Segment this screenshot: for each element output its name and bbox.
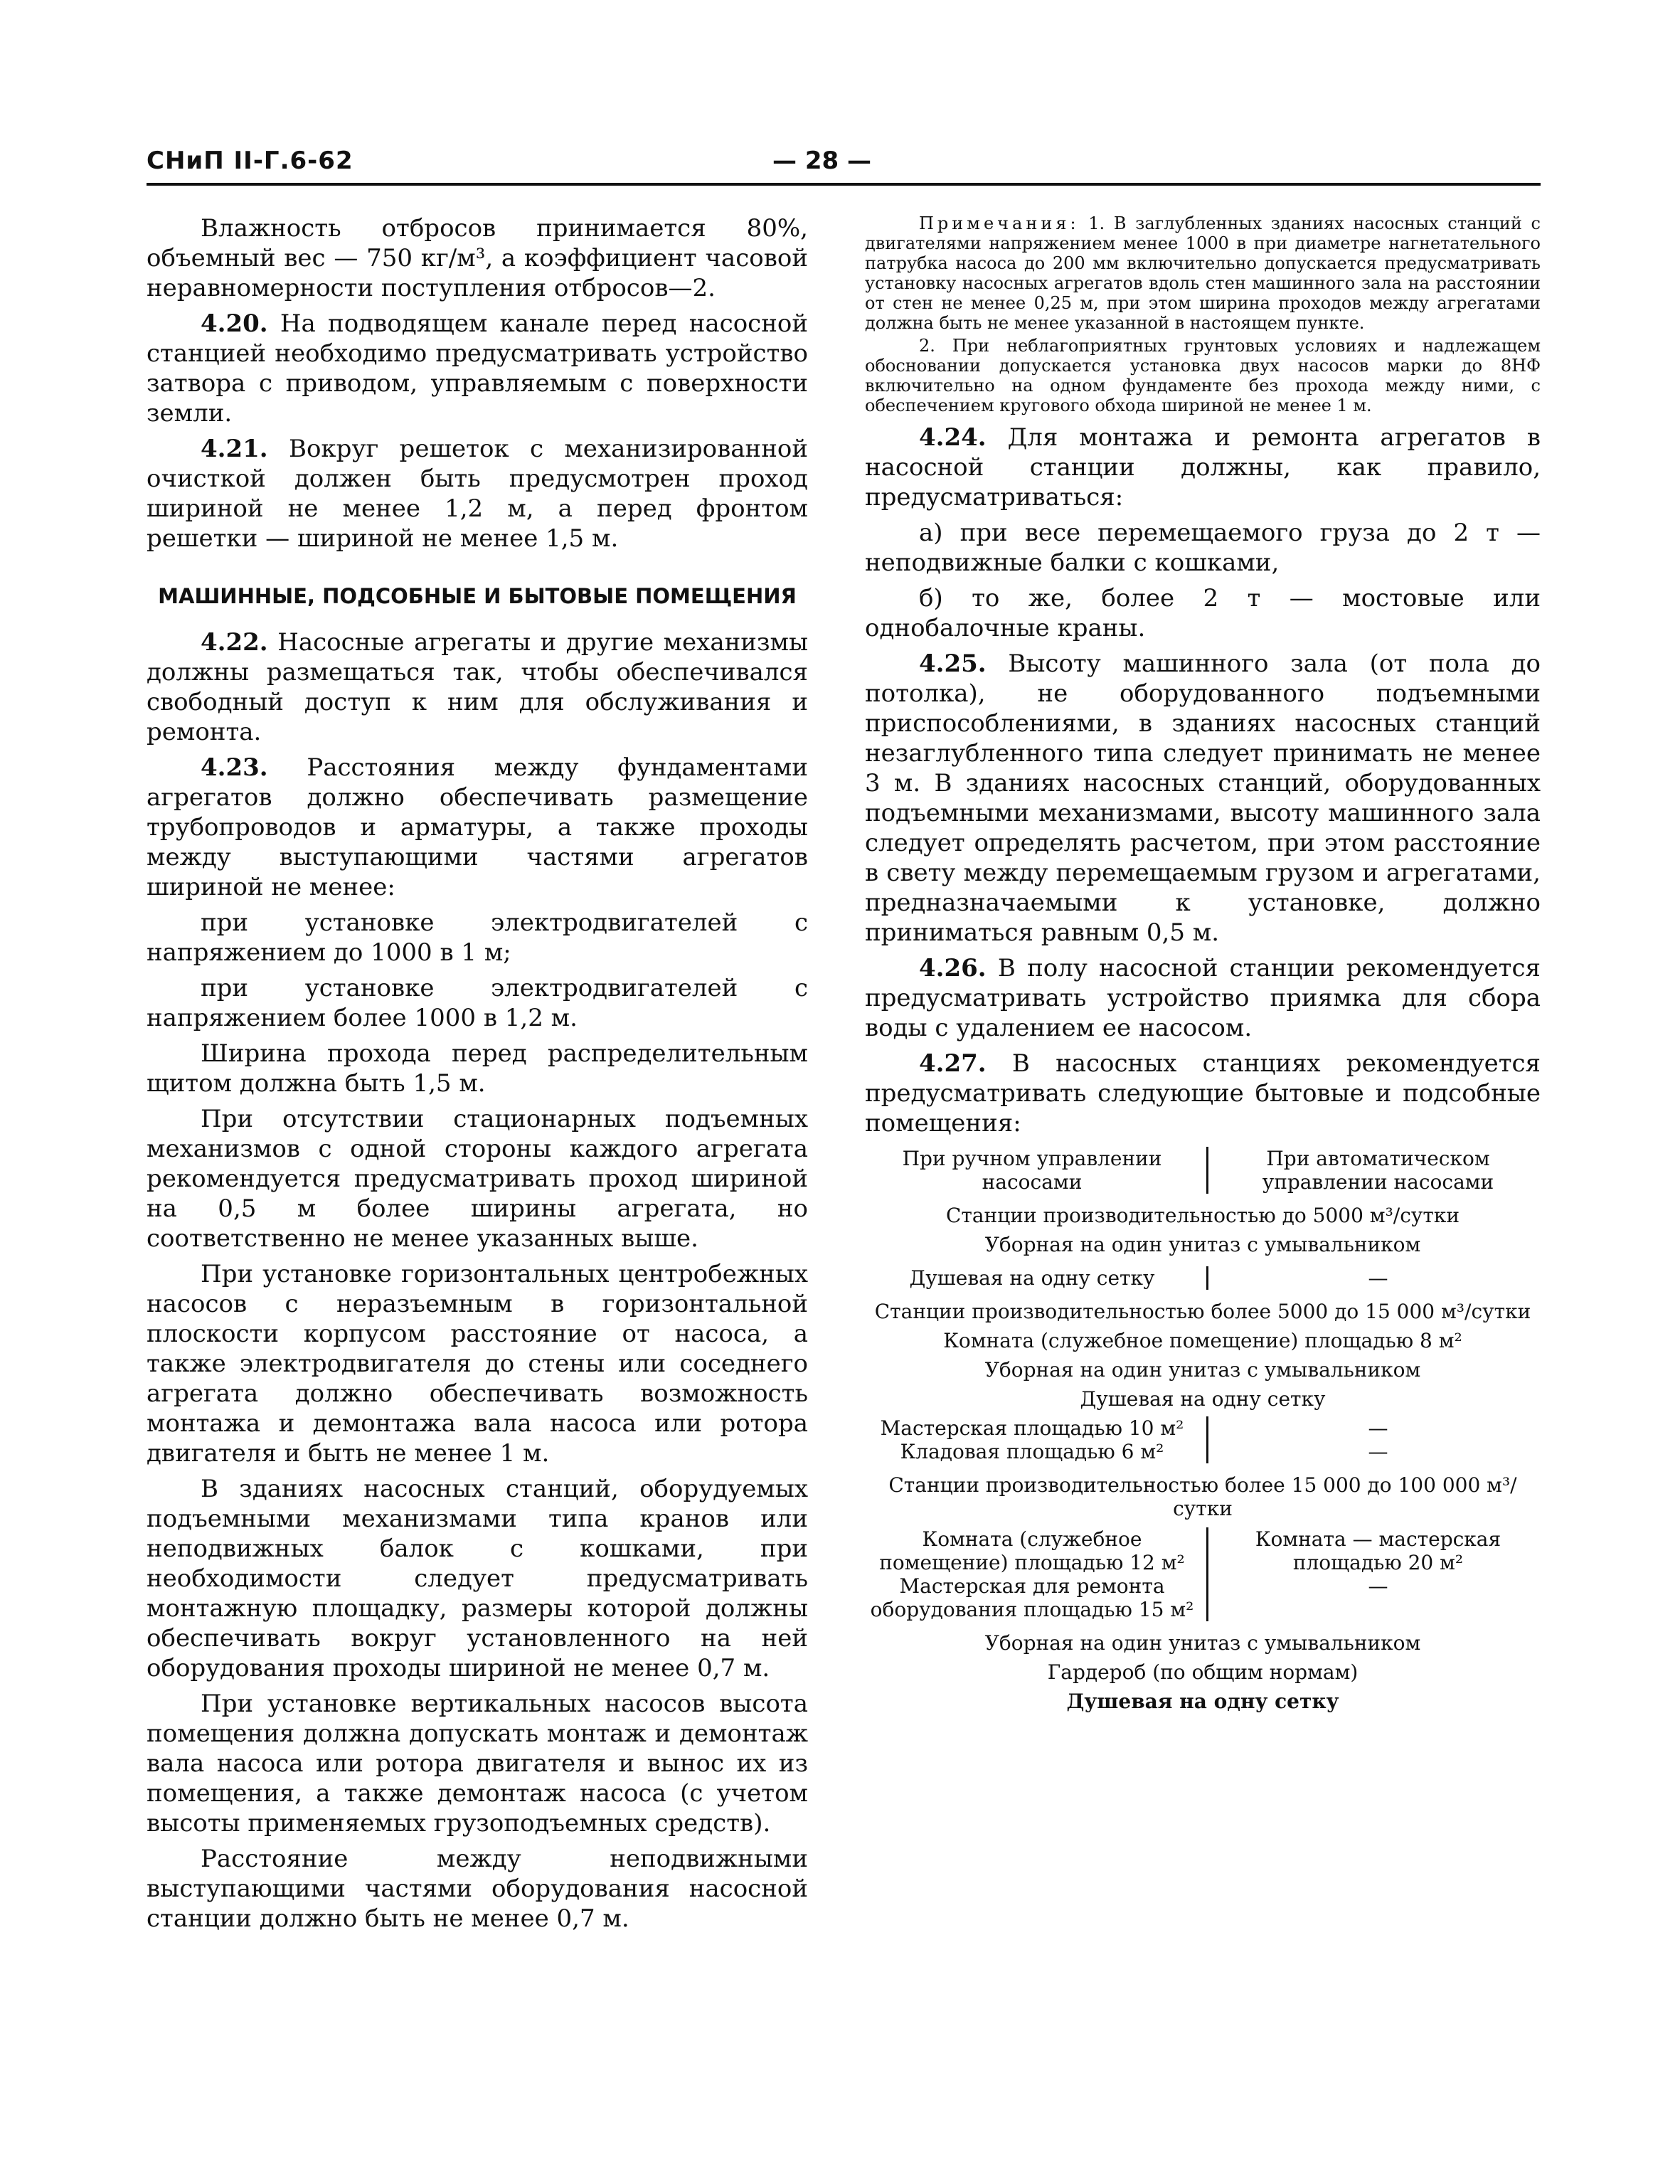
column-header-manual: При ручном управлении насосами [865, 1147, 1208, 1194]
section-title: Станции производительностью более 15 000 до 100 000 м³/сутки [888, 1473, 1517, 1520]
paragraph: При установке горизонтальных центробежных насосов с неразъемным в горизонтальной плоскости корпусом расстояние от насоса, а также электродвигателя до стены или соседнего агрегата должно обеспечивать возможность монтажа и демонтажа вала насоса или ротора двигателя и быть не менее 1 м. [147, 1260, 808, 1468]
section-title: Станции производительностью до 5000 м³/сутки [945, 1204, 1460, 1227]
common-row: Уборная на один унитаз с умывальником [984, 1233, 1421, 1256]
table-section-2 [865, 1300, 1541, 1463]
clause-4-23 [147, 753, 808, 902]
table-row [865, 1440, 1541, 1463]
paragraph: Расстояние между неподвижными выступающими частями оборудования насосной станции должно быть не менее 0,7 м. [147, 1845, 808, 1933]
table-row [865, 1416, 1541, 1440]
left-column [147, 213, 808, 1939]
clause-text: В полу насосной станции рекомендуется предусматривать устройство приямка для сбора воды с удалением ее насосом. [865, 954, 1541, 1042]
note-1 [865, 213, 1541, 333]
paragraph: б) то же, более 2 т — мостовые или однобалочные краны. [865, 584, 1541, 642]
common-row: Гардероб (по общим нормам) [1047, 1660, 1359, 1684]
column-header-automatic: При автоматическом управлении насосами [1262, 1147, 1494, 1194]
clause-number: 4.21. [201, 435, 268, 463]
note-text: 1. В заглубленных зданиях насосных станций с двигателями напряжением менее 1000 в при диаметре нагнетательного патрубка насоса до 200 мм включительно допускается предусматривать установку насосных агрегатов вдоль стен машинного зала на расстоянии от стен не менее 0,25 м, при этом ширина проходов между агрегатами должна быть не менее указанной в настоящем пункте. [865, 213, 1541, 333]
paragraph: Ширина прохода перед распределительным щитом должна быть 1,5 м. [147, 1039, 808, 1098]
clause-4-24 [865, 423, 1541, 512]
common-row: Душевая на одну сетку [1066, 1690, 1339, 1713]
page-number: — 28 — [772, 147, 871, 175]
right-column [865, 213, 1541, 1723]
clause-4-25 [865, 649, 1541, 948]
cell-automatic: Комната — мастерская площадью 20 м² [1255, 1527, 1501, 1574]
cell-automatic: — [1368, 1440, 1388, 1463]
paragraph: При отсутствии стационарных подъемных механизмов с одной стороны каждого агрегата рекомендуется предусматривать проход шириной на 0,5 м более ширины агрегата, но соответственно не менее указанных выше. [147, 1105, 808, 1253]
clause-number: 4.24. [919, 423, 987, 452]
cell-manual: Мастерская площадью 10 м² [865, 1416, 1208, 1440]
clause-4-20 [147, 309, 808, 428]
rooms-table [865, 1147, 1541, 1713]
clause-text: Расстояния между фундаментами агрегатов должно обеспечивать размещение трубопроводов и арматуры, а также проходы между выступающими частями агрегатов шириной не менее: [147, 753, 809, 901]
table-row [865, 1266, 1541, 1290]
paragraph: а) при весе перемещаемого груза до 2 т — неподвижные балки с кошками, [865, 519, 1541, 577]
common-row: Душевая на одну сетку [1080, 1387, 1326, 1411]
table-section-1 [865, 1204, 1541, 1290]
clause-4-26 [865, 953, 1541, 1043]
clause-4-27 [865, 1049, 1541, 1138]
section-title: Станции производительностью более 5000 до 15 000 м³/сутки [874, 1300, 1531, 1323]
table-section-3 [865, 1473, 1541, 1713]
note-2: 2. При неблагоприятных грунтовых условиях и надлежащем обосновании допускается установка двух насосов марки до 8НФ включительно на одном фундаменте без прохода между ними, с обеспечением кругового обхода шириной не менее 1 м. [865, 336, 1541, 415]
cell-manual: Душевая на одну сетку [865, 1266, 1208, 1290]
cell-automatic: — [1368, 1266, 1388, 1290]
clause-number: 4.23. [201, 753, 268, 782]
paragraph: при установке электродвигателей с напряжением до 1000 в 1 м; [147, 908, 808, 967]
clause-number: 4.20. [201, 309, 268, 338]
table-header [865, 1147, 1541, 1194]
common-row: Комната (служебное помещение) площадью 8 м² [943, 1329, 1462, 1352]
paragraph: В зданиях насосных станций, оборудуемых подъемными механизмами типа кранов или неподвижных балок с кошками, при необходимости следует предусматривать монтажную площадку, размеры которой должны обеспечивать вокруг установленного на ней оборудования проходы шириной не менее 0,7 м. [147, 1475, 808, 1682]
cell-automatic: — [1368, 1416, 1388, 1440]
clause-4-22 [147, 627, 808, 747]
paragraph: Влажность отбросов принимается 80%, объемный вес — 750 кг/м³, а коэффициент часовой неравномерности поступления отбросов—2. [147, 214, 808, 302]
clause-text: Для монтажа и ремонта агрегатов в насосной станции должны, как правило, предусматриваться: [865, 423, 1541, 511]
cell-manual: Комната (служебное помещение) площадью 12 м² [865, 1527, 1208, 1574]
common-row: Уборная на один унитаз с умывальником [984, 1358, 1421, 1382]
table-row [865, 1574, 1541, 1621]
clause-text: На подводящем канале перед насосной станцией необходимо предусматривать устройство затвора с приводом, управляемым с поверхности земли. [147, 309, 808, 428]
clause-number: 4.22. [201, 628, 268, 657]
cell-manual: Мастерская для ремонта оборудования площадью 15 м² [865, 1574, 1208, 1621]
clause-text: Насосные агрегаты и другие механизмы должны размещаться так, чтобы обеспечивался свободный доступ к ним для обслуживания и ремонта. [147, 628, 808, 746]
cell-automatic: — [1368, 1574, 1388, 1598]
clause-number: 4.26. [919, 954, 987, 982]
clause-number: 4.25. [919, 650, 987, 678]
document-code: СНиП II-Г.6-62 [147, 147, 353, 175]
header-rule [147, 183, 1541, 186]
clause-number: 4.27. [919, 1049, 987, 1078]
clause-text: В насосных станциях рекомендуется предусматривать следующие бытовые и подсобные помещения: [865, 1049, 1541, 1138]
clause-text: Вокруг решеток с механизированной очисткой должен быть предусмотрен проход шириной не менее 1,2 м, а перед фронтом решетки — шириной не менее 1,5 м. [147, 435, 808, 553]
clause-text: Высоту машинного зала (от пола до потолка), не оборудованного подъемными приспособлениями, в зданиях насосных станций незаглубленного типа следует принимать не менее 3 м. В зданиях насосных станций, оборудованных подъемными механизмами, высоту машинного зала следует определять расчетом, при этом расстояние в свету между перемещаемым грузом и агрегатами, предназначаемыми к установке, должно приниматься равным 0,5 м. [865, 650, 1541, 947]
section-heading: МАШИННЫЕ, ПОДСОБНЫЕ И БЫТОВЫЕ ПОМЕЩЕНИЯ [158, 584, 797, 608]
common-row: Уборная на один унитаз с умывальником [984, 1631, 1421, 1655]
paragraph: при установке электродвигателей с напряжением более 1000 в 1,2 м. [147, 974, 808, 1032]
clause-4-21 [147, 434, 808, 553]
paragraph: При установке вертикальных насосов высота помещения должна допускать монтаж и демонтаж вала насоса или ротора двигателя и вынос их из помещения, а также демонтаж насоса (с учетом высоты применяемых грузоподъемных средств). [147, 1690, 808, 1838]
notes-label: Примечания: [919, 213, 1080, 233]
cell-manual: Кладовая площадью 6 м² [865, 1440, 1208, 1463]
table-row [865, 1527, 1541, 1574]
page-header [147, 147, 1541, 182]
